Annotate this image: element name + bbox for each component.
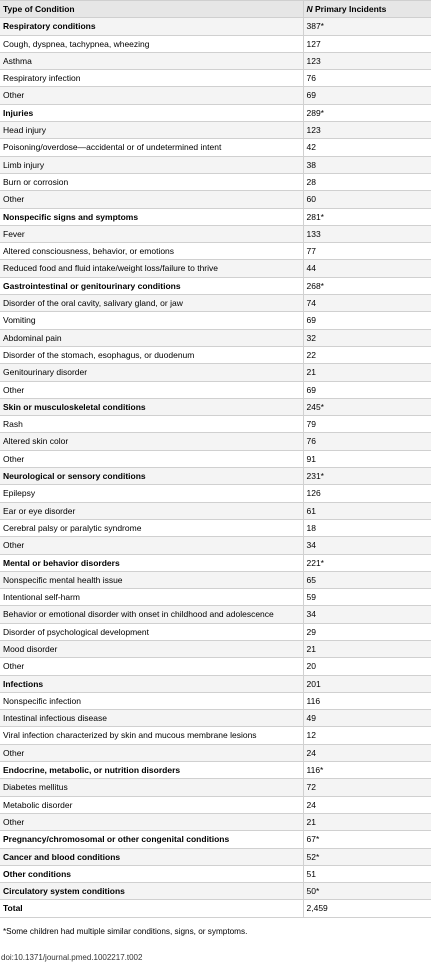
table-row <box>0 658 431 675</box>
condition-label: Infections <box>0 675 303 692</box>
incident-count: 127 <box>306 38 321 49</box>
incident-count: 51 <box>306 868 316 879</box>
condition-label: Behavior or emotional disorder with onset in childhood and adolescence <box>0 606 303 623</box>
table-row <box>0 52 431 69</box>
condition-label: Cerebral palsy or paralytic syndrome <box>0 519 303 536</box>
table-header-row <box>0 1 431 18</box>
header-primary-incidents <box>303 1 431 18</box>
condition-label: Ear or eye disorder <box>0 502 303 519</box>
table-row <box>0 589 431 606</box>
incident-count: 50* <box>306 886 320 897</box>
table-row <box>0 519 431 536</box>
incident-count: 65 <box>306 574 316 585</box>
table-row <box>0 329 431 346</box>
table-body <box>0 18 431 917</box>
incident-count: 231* <box>306 471 324 482</box>
doi-link[interactable]: doi:10.1371/journal.pmed.1002217.t002 <box>1 952 143 962</box>
condition-label: Head injury <box>0 122 303 139</box>
incident-count: 38 <box>306 159 316 170</box>
incident-count: 22 <box>306 349 316 360</box>
incident-count: 18 <box>306 522 316 533</box>
total-row <box>0 900 431 917</box>
incident-count: 32 <box>306 332 316 343</box>
condition-label: Gastrointestinal or genitourinary conditions <box>0 277 303 294</box>
condition-label: Mood disorder <box>0 640 303 657</box>
condition-label: Other <box>0 813 303 830</box>
category-row <box>0 104 431 121</box>
condition-label: Neurological or sensory conditions <box>0 468 303 485</box>
table-row <box>0 346 431 363</box>
table-row <box>0 139 431 156</box>
footnote: *Some children had multiple similar conditions, signs, or symptoms. <box>3 926 248 936</box>
incident-count: 281* <box>306 211 324 222</box>
table-row <box>0 122 431 139</box>
incident-count: 49 <box>306 713 316 724</box>
incident-count: 74 <box>306 298 316 309</box>
incident-count: 20 <box>306 661 316 672</box>
incident-count: 24 <box>306 747 316 758</box>
table-row <box>0 295 431 312</box>
table-row <box>0 813 431 830</box>
incident-count: 126 <box>306 488 321 499</box>
table-row <box>0 450 431 467</box>
incident-count: 52* <box>306 851 320 862</box>
incident-count: 201 <box>306 678 321 689</box>
incident-count: 61 <box>306 505 316 516</box>
incident-count: 133 <box>306 228 321 239</box>
table-row <box>0 606 431 623</box>
condition-label: Other <box>0 87 303 104</box>
category-row <box>0 398 431 415</box>
table-row <box>0 191 431 208</box>
condition-label: Reduced food and fluid intake/weight loss/failure to thrive <box>0 260 303 277</box>
incident-count: 76 <box>306 73 316 84</box>
incident-count: 268* <box>306 280 324 291</box>
condition-label: Burn or corrosion <box>0 173 303 190</box>
table-row <box>0 416 431 433</box>
condition-label: Genitourinary disorder <box>0 364 303 381</box>
incident-count: 28 <box>306 176 316 187</box>
condition-label: Altered skin color <box>0 433 303 450</box>
condition-label: Disorder of the stomach, esophagus, or duodenum <box>0 346 303 363</box>
table-row <box>0 173 431 190</box>
condition-label: Asthma <box>0 52 303 69</box>
condition-label: Nonspecific mental health issue <box>0 571 303 588</box>
table-row <box>0 502 431 519</box>
condition-label: Other <box>0 658 303 675</box>
table-row <box>0 485 431 502</box>
condition-label: Respiratory conditions <box>0 18 303 35</box>
condition-label: Other <box>0 191 303 208</box>
condition-label: Poisoning/overdose—accidental or of undetermined intent <box>0 139 303 156</box>
incident-count: 123 <box>306 55 321 66</box>
category-row <box>0 675 431 692</box>
incident-count: 245* <box>306 401 324 412</box>
condition-label: Altered consciousness, behavior, or emotions <box>0 243 303 260</box>
category-row <box>0 865 431 882</box>
incident-count: 21 <box>306 367 316 378</box>
condition-label: Abdominal pain <box>0 329 303 346</box>
table-row <box>0 260 431 277</box>
category-row <box>0 848 431 865</box>
condition-label: Skin or musculoskeletal conditions <box>0 398 303 415</box>
incident-count: 76 <box>306 436 316 447</box>
category-row <box>0 831 431 848</box>
incident-count: 59 <box>306 592 316 603</box>
table-row <box>0 243 431 260</box>
table-row <box>0 571 431 588</box>
condition-label: Total <box>0 900 303 917</box>
incident-count: 69 <box>306 90 316 101</box>
condition-label: Respiratory infection <box>0 70 303 87</box>
incident-count: 72 <box>306 782 316 793</box>
table-row <box>0 779 431 796</box>
condition-label: Limb injury <box>0 156 303 173</box>
category-row <box>0 762 431 779</box>
condition-label: Epilepsy <box>0 485 303 502</box>
condition-label: Fever <box>0 225 303 242</box>
incident-count: 69 <box>306 315 316 326</box>
category-row <box>0 18 431 35</box>
incident-count: 67* <box>306 834 320 845</box>
incident-count: 12 <box>306 730 316 741</box>
condition-label: Other <box>0 744 303 761</box>
incident-count: 42 <box>306 142 316 153</box>
incident-count: 69 <box>306 384 316 395</box>
condition-label: Pregnancy/chromosomal or other congenital conditions <box>0 831 303 848</box>
condition-label: Other <box>0 450 303 467</box>
table-row <box>0 537 431 554</box>
condition-label: Other <box>0 381 303 398</box>
category-row <box>0 554 431 571</box>
table-row <box>0 640 431 657</box>
incident-count: 289* <box>306 107 324 118</box>
incident-count: 116* <box>306 765 324 776</box>
table-row <box>0 70 431 87</box>
condition-label: Other conditions <box>0 865 303 882</box>
table-row <box>0 796 431 813</box>
condition-label: Cough, dyspnea, tachypnea, wheezing <box>0 35 303 52</box>
condition-label: Intestinal infectious disease <box>0 710 303 727</box>
condition-label: Rash <box>0 416 303 433</box>
condition-label: Disorder of the oral cavity, salivary gland, or jaw <box>0 295 303 312</box>
condition-label: Injuries <box>0 104 303 121</box>
incident-count: 60 <box>306 194 316 205</box>
incident-count: 21 <box>306 643 316 654</box>
table-row <box>0 433 431 450</box>
incident-count: 44 <box>306 263 316 274</box>
condition-label: Mental or behavior disorders <box>0 554 303 571</box>
incident-count: 79 <box>306 419 316 430</box>
incident-count: 77 <box>306 246 316 257</box>
condition-label: Viral infection characterized by skin and mucous membrane lesions <box>0 727 303 744</box>
header-type-of-condition: Type of Condition <box>0 1 303 18</box>
condition-label: Nonspecific infection <box>0 692 303 709</box>
header-n-symbol: N <box>306 4 313 14</box>
table-row <box>0 312 431 329</box>
table-row <box>0 381 431 398</box>
condition-label: Disorder of psychological development <box>0 623 303 640</box>
incident-count: 116 <box>306 695 321 706</box>
category-row <box>0 883 431 900</box>
condition-label: Endocrine, metabolic, or nutrition disorders <box>0 762 303 779</box>
incident-count: 221* <box>306 557 324 568</box>
table-row <box>0 744 431 761</box>
condition-label: Other <box>0 537 303 554</box>
table-row <box>0 710 431 727</box>
table-row <box>0 156 431 173</box>
table-row <box>0 623 431 640</box>
category-row <box>0 468 431 485</box>
incident-count: 91 <box>306 453 316 464</box>
incident-count: 24 <box>306 799 316 810</box>
condition-label: Circulatory system conditions <box>0 883 303 900</box>
category-row <box>0 277 431 294</box>
incident-count: 34 <box>306 540 316 551</box>
table-row <box>0 35 431 52</box>
condition-label: Diabetes mellitus <box>0 779 303 796</box>
header-primary-incidents-label: Primary Incidents <box>312 4 387 14</box>
condition-label: Intentional self-harm <box>0 589 303 606</box>
table-row <box>0 364 431 381</box>
table-row <box>0 225 431 242</box>
condition-label: Metabolic disorder <box>0 796 303 813</box>
condition-label: Vomiting <box>0 312 303 329</box>
incident-count: 29 <box>306 626 316 637</box>
condition-label: Cancer and blood conditions <box>0 848 303 865</box>
table-row <box>0 87 431 104</box>
category-row <box>0 208 431 225</box>
condition-label: Nonspecific signs and symptoms <box>0 208 303 225</box>
incident-count: 2,459 <box>306 903 328 914</box>
table-row <box>0 727 431 744</box>
table-row <box>0 692 431 709</box>
incident-count: 34 <box>306 609 316 620</box>
incident-count: 123 <box>306 125 321 136</box>
incident-count: 21 <box>306 816 316 827</box>
incident-count: 387* <box>306 21 324 32</box>
